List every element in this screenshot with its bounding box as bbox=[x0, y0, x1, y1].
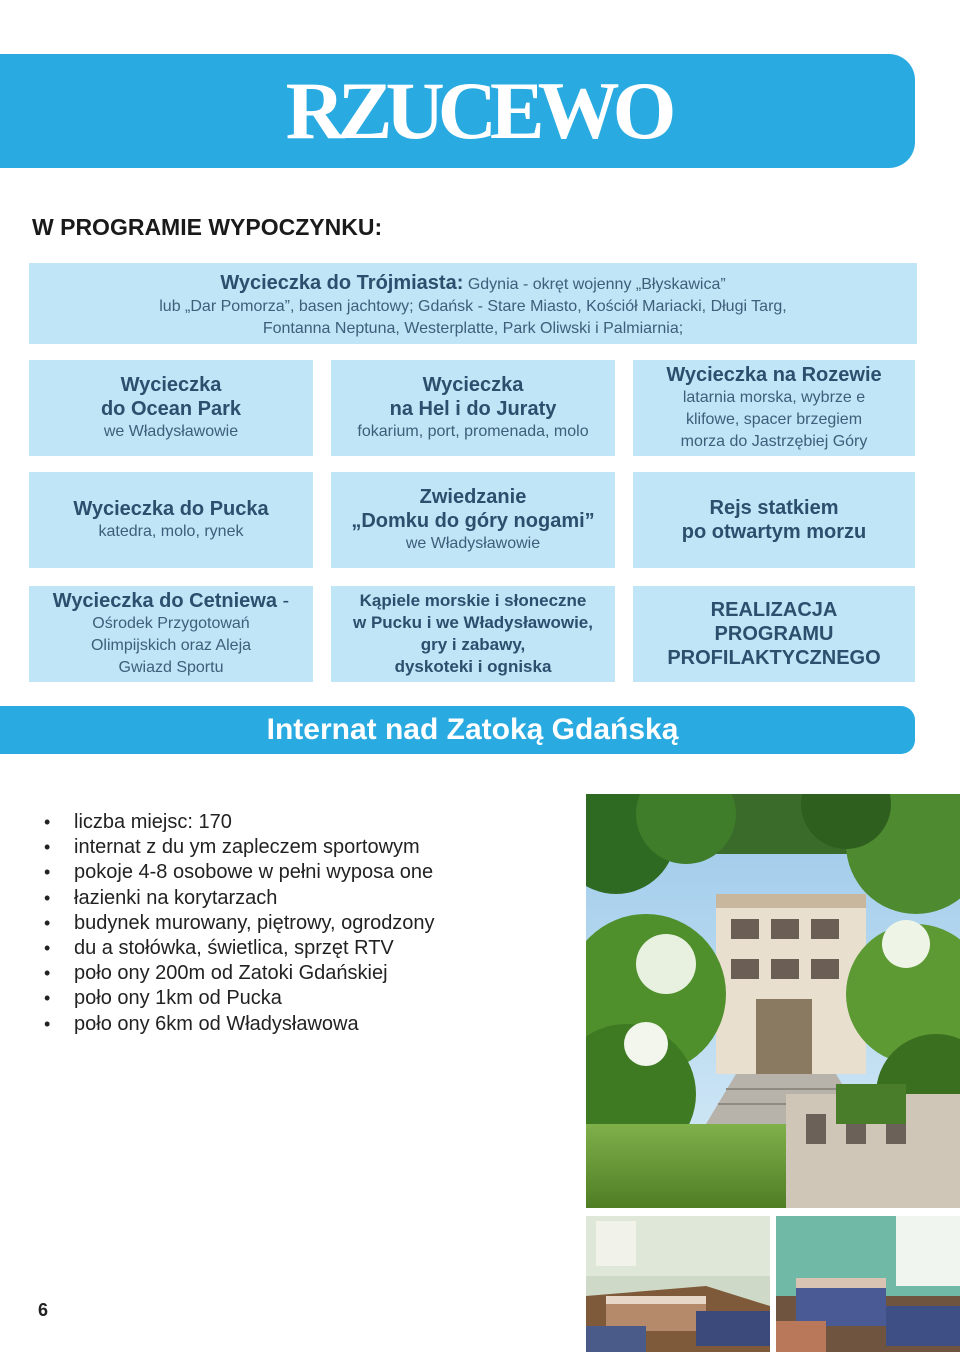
realizacja-line-2: PROGRAMU bbox=[714, 623, 834, 645]
trip-rozewie-box bbox=[633, 360, 915, 456]
trip-ocean-park-box bbox=[29, 360, 313, 456]
internat-banner bbox=[0, 706, 915, 754]
cetniewo-line-1 bbox=[53, 589, 289, 613]
rozewie-line-3: klifowe, spacer brzegiem bbox=[685, 411, 863, 428]
trip-domek-box bbox=[331, 472, 615, 568]
ocean-park-line-1: Wycieczka bbox=[120, 374, 222, 396]
kapiele-line-1: Kąpiele morskie i słoneczne bbox=[359, 591, 587, 610]
cetniewo-title: Wycieczka do Cetniewa bbox=[52, 590, 277, 612]
hel-line-2: na Hel i do Juraty bbox=[389, 398, 557, 420]
trojmiasto-line-1 bbox=[220, 272, 725, 296]
bullet-icon: • bbox=[44, 938, 51, 959]
list-item: • poło ony 1km od Pucka bbox=[44, 986, 435, 1011]
page-number: 6 bbox=[38, 1300, 49, 1320]
features-list bbox=[44, 810, 435, 1037]
trip-puck-box bbox=[29, 472, 313, 568]
domek-line-2: „Domku do góry nogami” bbox=[351, 510, 595, 532]
kapiele-line-4: dyskoteki i ogniska bbox=[394, 657, 552, 676]
page-title: RZUCEWO bbox=[285, 65, 670, 156]
rozewie-line-1: Wycieczka na Rozewie bbox=[666, 364, 882, 386]
list-item: • poło ony 6km od Władysławowa bbox=[44, 1012, 435, 1037]
bullet-icon: • bbox=[44, 912, 51, 933]
domek-line-3: we Władysławowie bbox=[405, 535, 541, 552]
bullet-icon: • bbox=[44, 837, 51, 858]
list-item: • du a stołówka, świetlica, sprzęt RTV bbox=[44, 936, 435, 961]
room-photo bbox=[586, 1216, 770, 1352]
puck-line-2: katedra, molo, rynek bbox=[98, 523, 244, 540]
cetniewo-line-4: Gwiazd Sportu bbox=[118, 659, 224, 676]
bullet-icon: • bbox=[44, 887, 51, 908]
rejs-line-1: Rejs statkiem bbox=[709, 497, 839, 519]
trip-hel-box bbox=[331, 360, 615, 456]
bullet-icon: • bbox=[44, 862, 51, 883]
bullet-icon: • bbox=[44, 1013, 51, 1034]
program-heading: W PROGRAMIE WYPOCZYNKU: bbox=[32, 214, 383, 240]
room-photo bbox=[776, 1216, 960, 1352]
bullet-icon: • bbox=[44, 963, 51, 984]
trip-trojmiasto-box bbox=[29, 263, 917, 344]
ocean-park-line-3: we Władysławowie bbox=[103, 423, 239, 440]
list-item: • pokoje 4-8 osobowe w pełni wyposa one bbox=[44, 860, 435, 885]
list-item: • liczba miejsc: 170 bbox=[44, 810, 435, 835]
activity-kapiele-box bbox=[331, 586, 615, 682]
domek-line-1: Zwiedzanie bbox=[419, 486, 527, 508]
rejs-line-2: po otwartym morzu bbox=[681, 521, 867, 543]
list-item: • łazienki na korytarzach bbox=[44, 886, 435, 911]
realizacja-line-3: PROFILAKTYCZNEGO bbox=[667, 647, 881, 669]
trip-cetniewo-box bbox=[29, 586, 313, 682]
kapiele-line-2: w Pucku i we Władysławowie, bbox=[353, 613, 593, 632]
hel-line-3: fokarium, port, promenada, molo bbox=[357, 423, 589, 440]
trip-rejs-box bbox=[633, 472, 915, 568]
trojmiasto-lead-rest: Gdynia - okręt wojenny „Błyskawica” bbox=[463, 275, 726, 293]
ocean-park-line-2: do Ocean Park bbox=[100, 398, 242, 420]
internat-title: Internat nad Zatoką Gdańską bbox=[266, 713, 679, 746]
cetniewo-line-3: Olimpijskich oraz Aleja bbox=[90, 637, 252, 654]
bullet-icon: • bbox=[44, 988, 51, 1009]
hel-line-1: Wycieczka bbox=[422, 374, 524, 396]
trojmiasto-line-3: Fontanna Neptuna, Westerplatte, Park Oliwski i Palmiarnia; bbox=[262, 319, 684, 337]
title-banner bbox=[0, 54, 915, 168]
list-item: • internat z du ym zapleczem sportowym bbox=[44, 835, 435, 860]
list-item: • poło ony 200m od Zatoki Gdańskiej bbox=[44, 961, 435, 986]
cetniewo-line-2: Ośrodek Przygotowań bbox=[92, 615, 250, 632]
building-photo bbox=[586, 794, 960, 1208]
trojmiasto-line-2: lub „Dar Pomorza”, basen jachtowy; Gdańsk - Stare Miasto, Kościół Mariacki, Długi Targ, bbox=[159, 297, 787, 315]
rozewie-line-2: latarnia morska, wybrze e bbox=[682, 389, 866, 406]
bullet-icon: • bbox=[44, 812, 51, 832]
rozewie-line-4: morza do Jastrzębiej Góry bbox=[680, 433, 868, 450]
list-item: • budynek murowany, piętrowy, ogrodzony bbox=[44, 911, 435, 936]
puck-line-1: Wycieczka do Pucka bbox=[73, 498, 269, 520]
realizacja-line-1: REALIZACJA bbox=[710, 599, 838, 621]
trojmiasto-lead: Wycieczka do Trójmiasta: bbox=[220, 271, 464, 294]
kapiele-line-3: gry i zabawy, bbox=[420, 635, 526, 654]
cetniewo-dash: - bbox=[276, 590, 290, 612]
realizacja-box bbox=[633, 586, 915, 682]
